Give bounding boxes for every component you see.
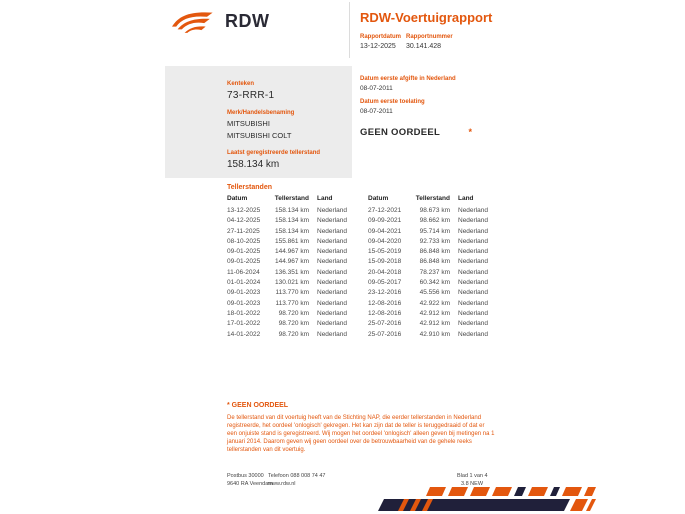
- table-cell: 15-05-2019: [368, 248, 402, 256]
- table-cell: Nederland: [458, 299, 488, 307]
- table-cell: Nederland: [458, 309, 488, 317]
- table-cell: 42.910 km: [419, 330, 450, 338]
- oordeel-row: [360, 127, 472, 138]
- table-row: [227, 257, 347, 267]
- table-row: [368, 288, 488, 298]
- table-cell: Nederland: [458, 289, 488, 297]
- table-cell: 92.733 km: [419, 237, 450, 245]
- column-header-datum: Datum: [368, 195, 389, 202]
- table-row: [368, 216, 488, 226]
- tellerstanden-table-right: [368, 195, 488, 340]
- table-row: [227, 216, 347, 226]
- afgifte-value: 08-07-2011: [360, 85, 393, 92]
- registration-block: [360, 76, 472, 138]
- table-cell: 42.912 km: [419, 309, 450, 317]
- brand: [170, 7, 270, 35]
- table-cell: 158.134 km: [275, 217, 309, 225]
- table-row: [368, 319, 488, 329]
- table-cell: 25-07-2016: [368, 330, 402, 338]
- table-cell: 15-09-2018: [368, 258, 402, 266]
- table-cell: 158.134 km: [275, 227, 309, 235]
- table-cell: 25-07-2016: [368, 320, 402, 328]
- table-cell: 42.922 km: [419, 299, 450, 307]
- table-body: [227, 206, 347, 340]
- column-header-datum: Datum: [227, 195, 248, 202]
- footer-website: www.rdw.nl: [268, 481, 296, 487]
- table-row: [227, 237, 347, 247]
- report-date: [360, 34, 406, 50]
- table-cell: Nederland: [458, 320, 488, 328]
- toelating-value: 08-07-2011: [360, 108, 393, 115]
- table-cell: 17-01-2022: [227, 320, 261, 328]
- table-cell: Nederland: [317, 320, 347, 328]
- afgifte-label: Datum eerste afgifte in Nederland: [360, 76, 456, 82]
- title-block: [360, 10, 492, 50]
- table-cell: 98.720 km: [278, 330, 309, 338]
- column-header-land: Land: [458, 195, 474, 202]
- table-cell: Nederland: [317, 227, 347, 235]
- table-cell: 113.770 km: [275, 289, 309, 297]
- table-row: [227, 330, 347, 340]
- table-cell: Nederland: [317, 237, 347, 245]
- table-row: [368, 309, 488, 319]
- table-cell: Nederland: [458, 248, 488, 256]
- table-cell: 144.967 km: [275, 258, 309, 266]
- table-cell: Nederland: [458, 217, 488, 225]
- merk-label: Merk/Handelsbenaming: [227, 110, 295, 116]
- table-cell: Nederland: [458, 258, 488, 266]
- table-row: [368, 299, 488, 309]
- table-cell: Nederland: [458, 279, 488, 287]
- table-cell: 08-10-2025: [227, 237, 261, 245]
- table-cell: 27-12-2021: [368, 207, 402, 214]
- kenteken-value: 73-RRR-1: [227, 90, 275, 101]
- report-meta: [360, 34, 492, 50]
- table-cell: Nederland: [317, 248, 347, 256]
- table-cell: Nederland: [317, 289, 347, 297]
- table-cell: 04-12-2025: [227, 217, 261, 225]
- footnote: [227, 402, 495, 454]
- column-header-tellerstand: Tellerstand: [274, 195, 309, 202]
- table-cell: 60.342 km: [419, 279, 450, 287]
- table-row: [227, 227, 347, 237]
- merk-value: MITSUBISHI: [227, 119, 270, 128]
- table-cell: 13-12-2025: [227, 207, 261, 214]
- oordeel-value: GEEN OORDEEL: [360, 127, 441, 138]
- table-cell: 158.134 km: [275, 207, 309, 214]
- table-row: [227, 299, 347, 309]
- table-row: [368, 247, 488, 257]
- toelating-label: Datum eerste toelating: [360, 99, 425, 105]
- table-cell: Nederland: [317, 207, 347, 214]
- table-cell: 86.848 km: [419, 258, 450, 266]
- table-row: [227, 206, 347, 216]
- table-cell: 09-01-2025: [227, 258, 261, 266]
- tellerstand-label: Laatst geregistreerde tellerstand: [227, 150, 321, 156]
- table-row: [368, 206, 488, 216]
- table-cell: 155.861 km: [275, 237, 309, 245]
- kenteken-label: Kenteken: [227, 81, 255, 87]
- table-cell: Nederland: [317, 309, 347, 317]
- table-cell: 144.967 km: [275, 248, 309, 256]
- table-cell: 23-12-2016: [368, 289, 402, 297]
- report-number-label: Rapportnummer: [406, 34, 453, 40]
- table-row: [227, 247, 347, 257]
- table-cell: Nederland: [317, 299, 347, 307]
- afgifte-item: [360, 76, 472, 92]
- table-cell: Nederland: [317, 330, 347, 338]
- table-cell: 45.556 km: [419, 289, 450, 297]
- table-row: [227, 309, 347, 319]
- report-date-value: 13-12-2025: [360, 43, 396, 50]
- handelsbenaming-value: MITSUBISHI COLT: [227, 131, 292, 140]
- table-row: [368, 268, 488, 278]
- footer-phone: Telefoon 088 008 74 47: [268, 473, 326, 479]
- table-row: [227, 268, 347, 278]
- table-cell: Nederland: [458, 237, 488, 245]
- table-cell: 12-08-2016: [368, 299, 402, 307]
- table-row: [368, 237, 488, 247]
- vehicle-summary-panel: [165, 66, 352, 178]
- tellerstanden-title: Tellerstanden: [227, 184, 272, 191]
- table-row: [227, 278, 347, 288]
- footer-address-line2: 9640 RA Veendam: [227, 481, 273, 487]
- footnote-text: De tellerstand van dit voertuig heeft van de Stichting NAP, die eerder tellerstanden in Nederland registreerde, het oordeel 'onlogisch' gekregen. Het kan zijn dat de teller is teruggedraaid of dat er een onjuiste stand is geregistreerd. Wij mogen het oordeel 'onlogisch' alleen geven bij metingen na 1 januari 2014. Daarom geven wij geen oordeel over de betrouwbaarheid van de gehele reeks tellerstanden van dit voertuig.: [227, 415, 495, 453]
- table-cell: 98.720 km: [278, 320, 309, 328]
- table-cell: 86.848 km: [419, 248, 450, 256]
- column-header-tellerstand: Tellerstand: [415, 195, 450, 202]
- table-cell: 20-04-2018: [368, 268, 402, 276]
- table-row: [227, 319, 347, 329]
- table-header: [368, 195, 484, 206]
- report-title: RDW-Voertuigrapport: [360, 10, 493, 25]
- table-cell: Nederland: [317, 279, 347, 287]
- table-cell: 14-01-2022: [227, 330, 261, 338]
- tellerstanden-table-left: [227, 195, 347, 340]
- table-cell: 09-05-2017: [368, 279, 402, 287]
- table-cell: Nederland: [458, 207, 488, 214]
- footer-address-line1: Postbus 30000: [227, 473, 264, 479]
- tellerstand-value: 158.134 km: [227, 159, 280, 170]
- report-number: [406, 34, 453, 50]
- table-cell: 09-04-2021: [368, 227, 402, 235]
- table-cell: 78.237 km: [419, 268, 450, 276]
- report-date-label: Rapportdatum: [360, 34, 401, 40]
- table-header: [227, 195, 343, 206]
- table-row: [368, 330, 488, 340]
- table-row: [368, 257, 488, 267]
- table-cell: 09-01-2023: [227, 289, 261, 297]
- table-cell: Nederland: [458, 268, 488, 276]
- table-cell: 12-08-2016: [368, 309, 402, 317]
- table-cell: Nederland: [317, 217, 347, 225]
- table-cell: Nederland: [317, 268, 347, 276]
- footer-version: 3.8 NEW: [461, 481, 484, 487]
- table-body: [368, 206, 488, 340]
- table-cell: 98.662 km: [419, 217, 450, 225]
- column-header-land: Land: [317, 195, 333, 202]
- header-divider: [349, 2, 350, 58]
- report-number-value: 30.141.428: [406, 43, 442, 50]
- oordeel-footnote-marker: *: [468, 127, 472, 137]
- table-cell: 09-09-2021: [368, 217, 402, 225]
- table-cell: 113.770 km: [275, 299, 309, 307]
- table-cell: 09-01-2023: [227, 299, 261, 307]
- table-cell: 130.021 km: [275, 279, 309, 287]
- table-cell: 95.714 km: [419, 227, 450, 235]
- table-cell: 11-06-2024: [227, 268, 260, 276]
- table-cell: 42.912 km: [419, 320, 450, 328]
- table-cell: 98.673 km: [419, 207, 450, 214]
- decorative-stripes-graphic: [374, 487, 596, 511]
- table-cell: Nederland: [458, 227, 488, 235]
- table-cell: 09-01-2025: [227, 248, 261, 256]
- table-cell: Nederland: [458, 330, 488, 338]
- rdw-logo-icon: [170, 7, 216, 35]
- table-cell: 98.720 km: [278, 309, 309, 317]
- table-row: [368, 227, 488, 237]
- table-cell: 27-11-2025: [227, 227, 260, 235]
- table-row: [368, 278, 488, 288]
- table-cell: 18-01-2022: [227, 309, 261, 317]
- table-cell: 09-04-2020: [368, 237, 402, 245]
- toelating-item: [360, 99, 472, 115]
- table-cell: 01-01-2024: [227, 279, 261, 287]
- table-cell: Nederland: [317, 258, 347, 266]
- rdw-logo-text: RDW: [225, 10, 270, 31]
- footnote-title: * GEEN OORDEEL: [227, 402, 289, 409]
- footer-page-number: Blad 1 van 4: [457, 473, 488, 479]
- table-row: [227, 288, 347, 298]
- table-cell: 136.351 km: [275, 268, 309, 276]
